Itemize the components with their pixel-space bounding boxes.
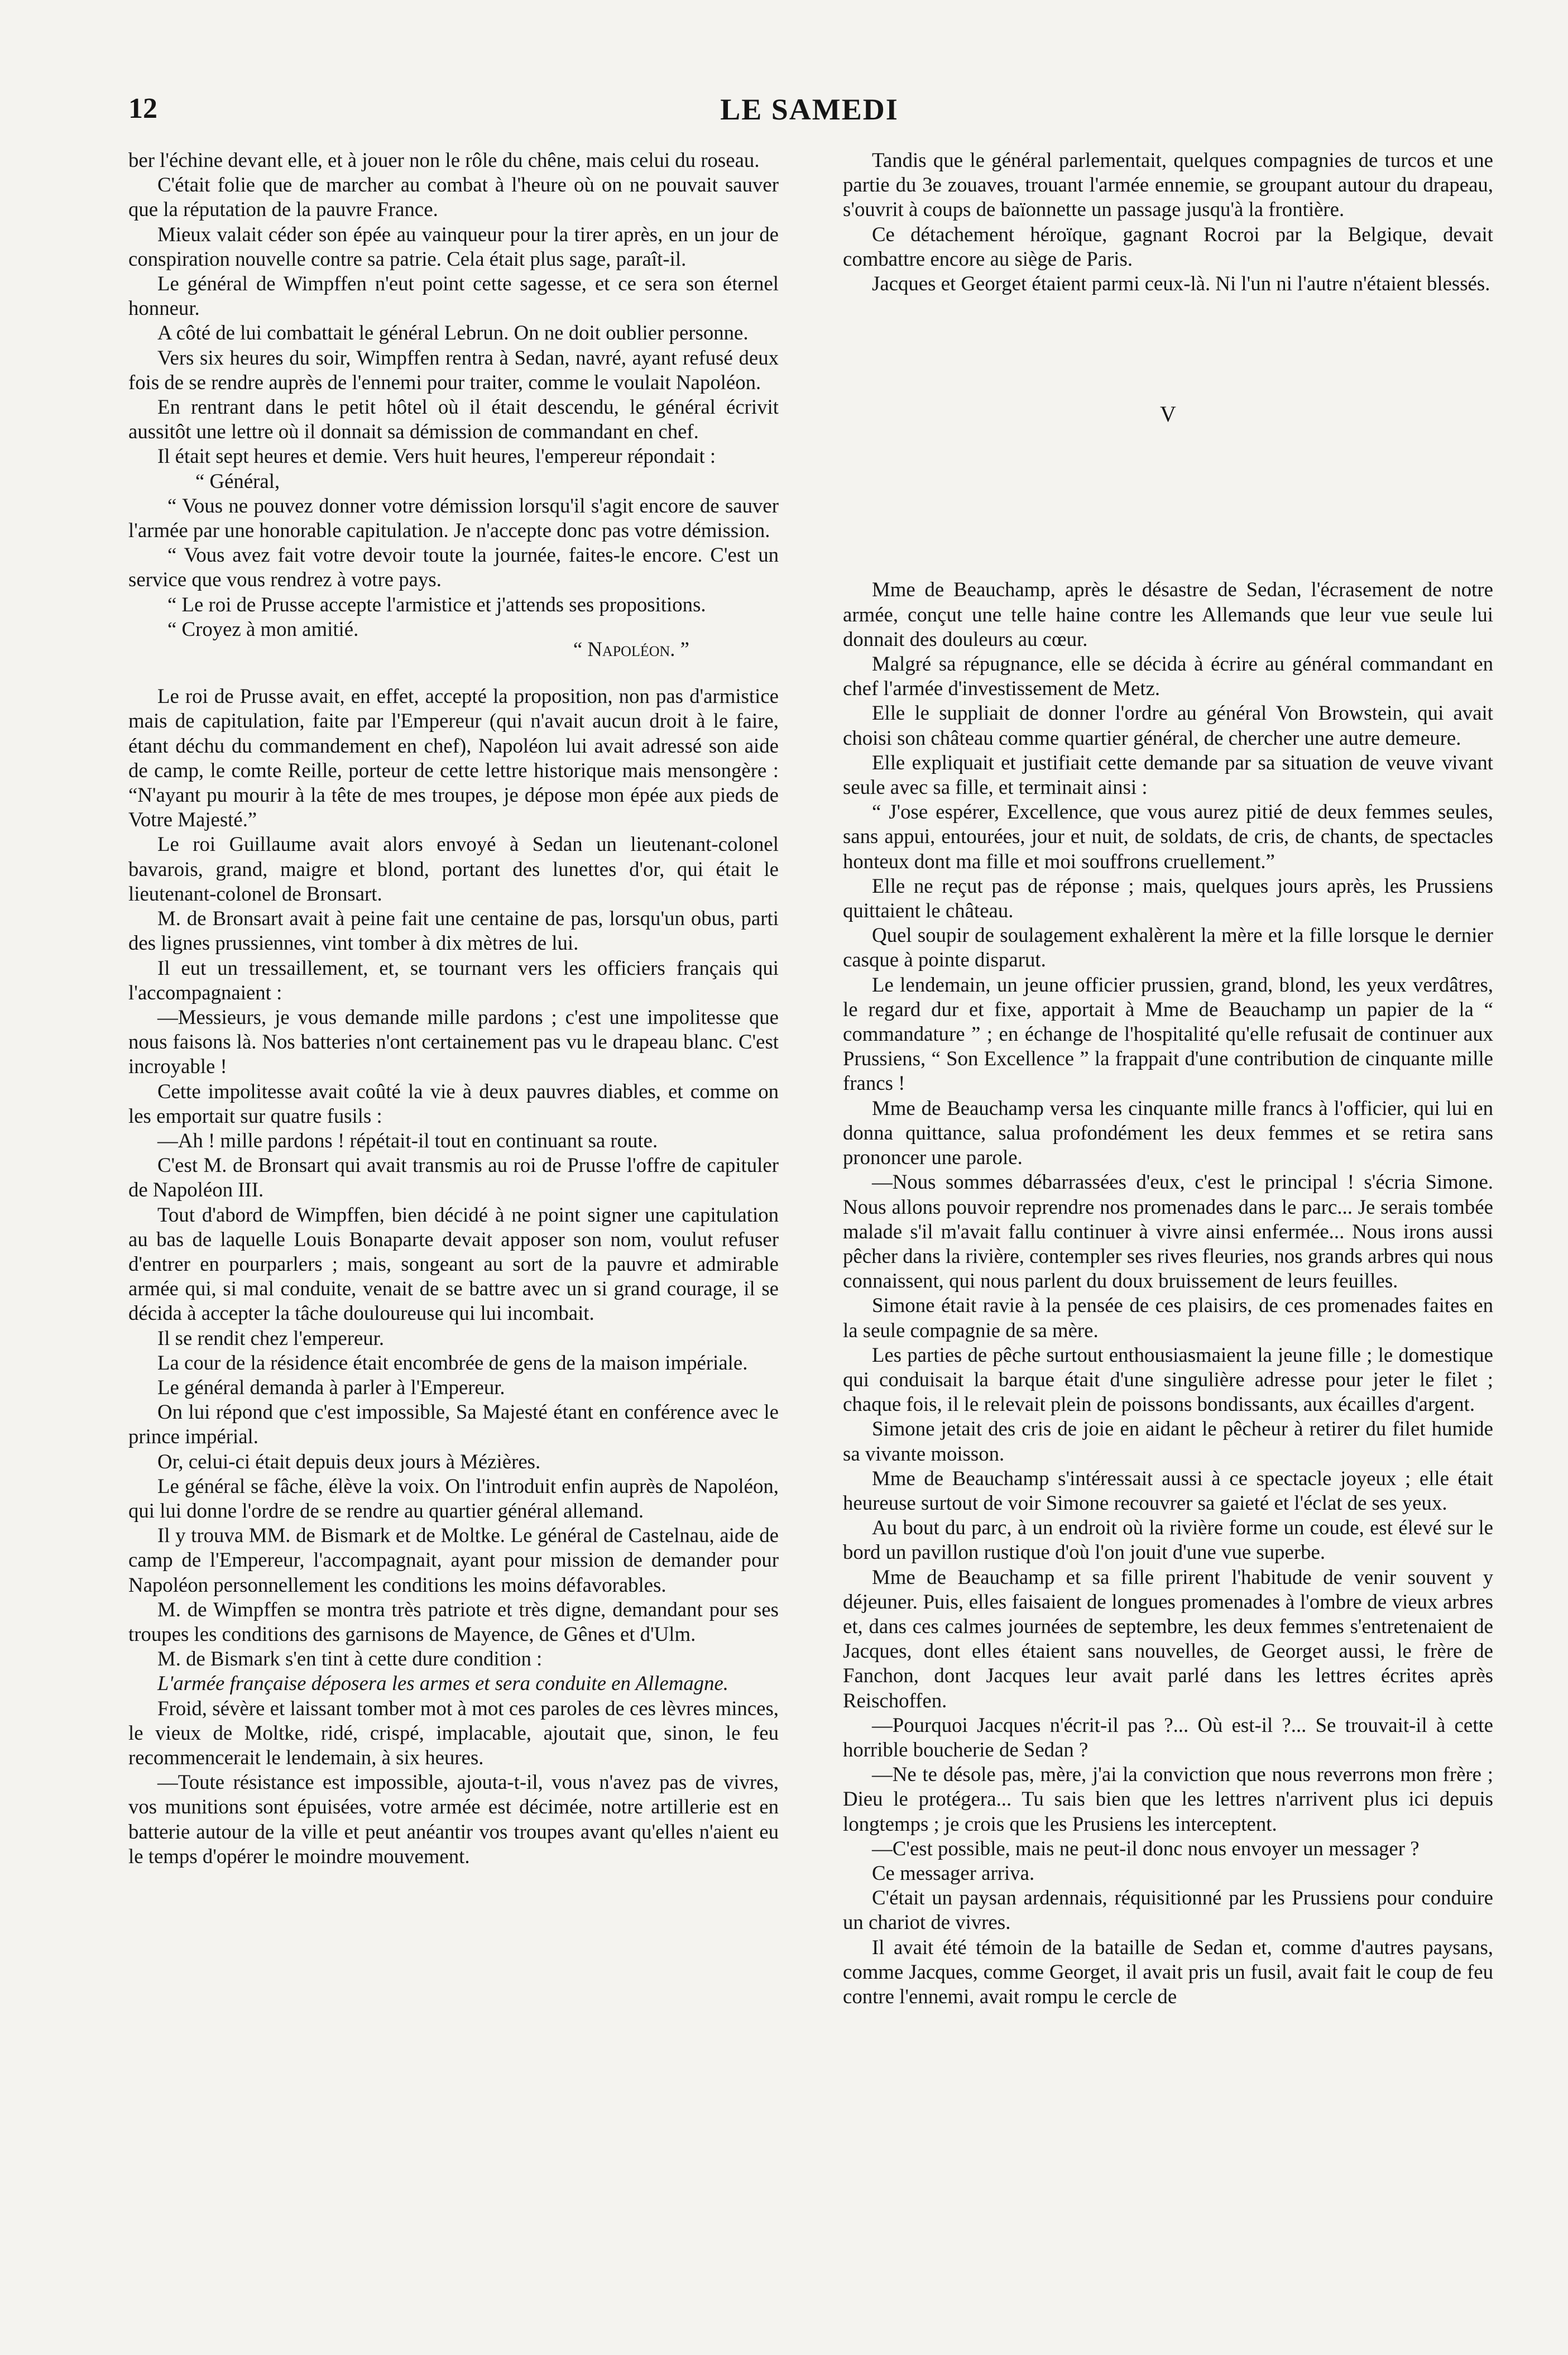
paragraph: C'était un paysan ardennais, réquisitionné par les Prussiens pour conduire un chariot de vivres. [843, 1886, 1493, 1934]
paragraph: C'est M. de Bronsart qui avait transmis au roi de Prusse l'offre de capituler de Napoléon III. [128, 1153, 779, 1202]
paragraph: La cour de la résidence était encombrée de gens de la maison impériale. [157, 1351, 748, 1374]
paragraph: M. de Bismark s'en tint à cette dure condition : [157, 1647, 543, 1670]
paragraph: —Nous sommes débarrassées d'eux, c'est le principal ! s'écria Simone. Nous allons pouvoir reprendre nos promenades dans le parc... Je serais tombée malade s'il m'avait fallu continuer à vivre ainsi enfermée... Nous irons aussi pêcher dans la rivière, contempler ses rives fleuries, nos grands arbres qui nous connaissent, qui nous parlent du doux bruissement de leurs feuilles. [843, 1170, 1493, 1293]
paragraph: Elle expliquait et justifiait cette demande par sa situation de veuve vivant seule avec sa fille, et terminait ainsi : [843, 750, 1493, 799]
paragraph: Malgré sa répugnance, elle se décida à écrire au général commandant en chef l'armée d'investissement de Metz. [843, 652, 1493, 700]
paragraph: Le roi de Prusse avait, en effet, accepté la proposition, non pas d'armistice mais de capitulation, faite par l'Empereur (qui n'avait aucun droit à le faire, étant déchu du commandement en chef), Napoléon lui avait adressé son aide de camp, le comte Reille, porteur de cette lettre historique mais mensongère : “N'ayant pu mourir à la tête de mes troupes, je dépose mon épée aux pieds de Votre Majesté.” [128, 685, 779, 831]
letter-line: “ Le roi de Prusse accepte l'armistice et j'attends ses propositions. [167, 592, 706, 616]
paragraph: Le général de Wimpffen n'eut point cette sagesse, et ce sera son éternel honneur. [128, 272, 779, 320]
paragraph: Le général demanda à parler à l'Empereur. [157, 1375, 505, 1399]
paragraph: On lui répond que c'est impossible, Sa Majesté étant en conférence avec le prince impérial. [128, 1400, 779, 1448]
paragraph: Tout d'abord de Wimpffen, bien décidé à ne point signer une capitulation au bas de laquelle Louis Bonaparte devait apposer son nom, voulut refuser d'entrer en pourparlers ; mais, songeant au sort de la pauvre et admirable armée qui, si mal conduite, venait de se battre avec un si grand courage, il se décida à accepter la tâche douloureuse qui lui incombait. [128, 1203, 779, 1325]
paragraph: En rentrant dans le petit hôtel où il était descendu, le général écrivit aussitôt une lettre où il donnait sa démission de commandant en chef. [128, 395, 779, 443]
emperor-letter [128, 469, 779, 662]
paragraph: —C'est possible, mais ne peut-il donc nous envoyer un messager ? [872, 1836, 1420, 1860]
letter-line: “ Croyez à mon amitié. [167, 617, 359, 640]
spacer [128, 662, 779, 684]
paragraph: —Messieurs, je vous demande mille pardons ; c'est une impolitesse que nous faisons là. Nos batteries n'ont certainement pas vu le drapeau blanc. C'est incroyable ! [128, 1005, 779, 1078]
letter-signature: “ Napoléon. ” [573, 638, 689, 661]
paragraph: Mme de Beauchamp, après le désastre de Sedan, l'écrasement de notre armée, conçut une telle haine contre les Allemands que leur vue seule lui donnait des douleurs au cœur. [843, 578, 1493, 650]
paragraph: Elle le suppliait de donner l'ordre au général Von Browstein, qui avait choisi son château comme quartier général, de chercher une autre demeure. [843, 701, 1493, 749]
paragraph: —Ne te désole pas, mère, j'ai la conviction que nous reverrons mon frère ; Dieu le protégera... Tu sais bien que les lettres n'arrivent plus ici depuis longtemps ; je crois que les Prusiens les interceptent. [843, 1763, 1493, 1835]
page-header [128, 92, 1490, 137]
paragraph: Ce détachement héroïque, gagnant Rocroi par la Belgique, devait combattre encore au siège de Paris. [843, 222, 1493, 270]
paragraph: Tandis que le général parlementait, quelques compagnies de turcos et une partie du 3e zouaves, trouant l'armée ennemie, se groupant autour du drapeau, s'ouvrit à coups de baïonnette un passage jusqu'à la frontière. [843, 149, 1493, 221]
paragraph: Simone était ravie à la pensée de ces plaisirs, de ces promenades faites en la seule compagnie de sa mère. [843, 1294, 1493, 1342]
paragraph: “ J'ose espérer, Excellence, que vous aurez pitié de deux femmes seules, sans appui, entourées, jour et nuit, de soldats, de cris, de chants, de spectacles honteux dont ma fille et moi souffrons cruellement.” [843, 800, 1493, 873]
paragraph: Cette impolitesse avait coûté la vie à deux pauvres diables, et comme on les emportait sur quatre fusils : [128, 1079, 779, 1127]
paragraph: ber l'échine devant elle, et à jouer non le rôle du chêne, mais celui du roseau. [128, 149, 760, 171]
letter-salutation: “ Général, [195, 469, 280, 492]
left-column [128, 148, 779, 1869]
paragraph: Il y trouva MM. de Bismark et de Moltke. Le général de Castelnau, aide de camp de l'Empereur, l'accompagnait, ayant pour mission de demander pour Napoléon personnellement les conditions les moins défavorables. [128, 1524, 779, 1596]
paragraph: Mieux valait céder son épée au vainqueur pour la tirer après, en un jour de conspiration nouvelle contre sa patrie. Cela était plus sage, paraît-il. [128, 222, 779, 270]
paragraph: Simone jetait des cris de joie en aidant le pêcheur à retirer du filet humide sa vivante moisson. [843, 1417, 1493, 1465]
paragraph: Le général se fâche, élève la voix. On l'introduit enfin auprès de Napoléon, qui lui donne l'ordre de se rendre au quartier général allemand. [128, 1474, 779, 1522]
paragraph: Le roi Guillaume avait alors envoyé à Sedan un lieutenant-colonel bavarois, grand, maigre et blond, portant des lunettes d'or, qui était le lieutenant-colonel de Bronsart. [128, 832, 779, 905]
paragraph-italic: L'armée française déposera les armes et sera conduite en Allemagne. [157, 1672, 729, 1695]
page-number: 12 [128, 93, 157, 125]
paragraph: Vers six heures du soir, Wimpffen rentra à Sedan, navré, ayant refusé deux fois de se rendre auprès de l'ennemi pour traiter, comme le voulait Napoléon. [128, 346, 779, 394]
paragraph: A côté de lui combattait le général Lebrun. On ne doit oublier personne. [157, 321, 749, 344]
paragraph: Jacques et Georget étaient parmi ceux-là. Ni l'un ni l'autre n'étaient blessés. [872, 272, 1490, 295]
paragraph: —Ah ! mille pardons ! répétait-il tout en continuant sa route. [157, 1128, 658, 1152]
right-column [843, 148, 1493, 2009]
paragraph: Le lendemain, un jeune officier prussien, grand, blond, les yeux verdâtres, le regard dur et fixe, apportait à Mme de Beauchamp un papier de la “ commandature ” ; en échange de l'hospitalité qu'elle refusait de continuer aux Prussiens, “ Son Excellence ” la frappait d'une contribution de cinquante mille francs ! [843, 973, 1493, 1095]
paragraph: Quel soupir de soulagement exhalèrent la mère et la fille lorsque le dernier casque à pointe disparut. [843, 923, 1493, 971]
paragraph: —Toute résistance est impossible, ajouta-t-il, vous n'avez pas de vivres, vos munitions sont épuisées, votre armée est décimée, notre artillerie est en batterie autour de la ville et peut anéantir vos troupes avant qu'elles n'aient eu le temps d'opérer le moindre mouvement. [128, 1770, 779, 1868]
paragraph: Mme de Beauchamp s'intéressait aussi à ce spectacle joyeux ; elle était heureuse surtout de voir Simone recouvrer sa gaieté et l'éclat de ses yeux. [843, 1466, 1493, 1514]
paragraph: Or, celui-ci était depuis deux jours à Mézières. [157, 1449, 541, 1473]
chapter-heading: V [1160, 401, 1176, 427]
paragraph: Il était sept heures et demie. Vers huit heures, l'empereur répondait : [157, 444, 716, 468]
letter-line: “ Vous ne pouvez donner votre démission lorsqu'il s'agit encore de sauver l'armée par une honorable capitulation. Je n'accepte donc pas votre démission. [128, 494, 779, 542]
journal-title: LE SAMEDI [720, 93, 899, 126]
paragraph: Il eut un tressaillement, et, se tournant vers les officiers français qui l'accompagnaient : [128, 956, 779, 1004]
paragraph: M. de Bronsart avait à peine fait une centaine de pas, lorsqu'un obus, parti des lignes prussiennes, vint tomber à dix mètres de lui. [128, 907, 779, 955]
letter-line: “ Vous avez fait votre devoir toute la journée, faites-le encore. C'est un service que vous rendrez à votre pays. [128, 543, 779, 591]
paragraph: Au bout du parc, à un endroit où la rivière forme un coude, est élevé sur le bord un pavillon rustique d'où l'on jouit d'une vue superbe. [843, 1516, 1493, 1564]
paragraph: Il se rendit chez l'empereur. [157, 1326, 385, 1349]
paragraph: Mme de Beauchamp versa les cinquante mille francs à l'officier, qui lui en donna quittance, salua profondément les deux femmes et se retira sans prononcer une parole. [843, 1096, 1493, 1169]
paragraph: M. de Wimpffen se montra très patriote et très digne, demandant pour ses troupes les conditions des garnisons de Mayence, de Gênes et d'Ulm. [128, 1597, 779, 1645]
paragraph: Mme de Beauchamp et sa fille prirent l'habitude de venir souvent y déjeuner. Puis, elles faisaient de longues promenades à l'ombre de vieux arbres et, dans ces calmes journées de septembre, les deux femmes s'entretenaient de Jacques, dont elles étaient sans nouvelles, de Georget aussi, le frère de Fanchon, dont Jacques leur avait parlé dans les lettres écrites après Reischoffen. [843, 1565, 1493, 1712]
paragraph: C'était folie que de marcher au combat à l'heure où on ne pouvait sauver que la réputation de la pauvre France. [128, 173, 779, 221]
paragraph: Froid, sévère et laissant tomber mot à mot ces paroles de ces lèvres minces, le vieux de Moltke, ridé, crispé, implacable, ajoutait que, sinon, le feu recommencerait le lendemain, à six heures. [128, 1696, 779, 1769]
paragraph: Il avait été témoin de la bataille de Sedan et, comme d'autres paysans, comme Jacques, comme Georget, il avait pris un fusil, avait fait le coup de feu contre l'ennemi, avait rompu le cercle de [843, 1935, 1493, 2008]
paragraph: Elle ne reçut pas de réponse ; mais, quelques jours après, les Prussiens quittaient le château. [843, 874, 1493, 922]
paragraph: Les parties de pêche surtout enthousiasmaient la jeune fille ; le domestique qui conduisait la barque était d'une singulière adresse pour jeter le filet ; chaque fois, il le relevait plein de poissons bondissants, aux écailles d'argent. [843, 1343, 1493, 1416]
paragraph: Ce messager arriva. [872, 1861, 1035, 1884]
paragraph: —Pourquoi Jacques n'écrit-il pas ?... Où est-il ?... Se trouvait-il à cette horrible boucherie de Sedan ? [843, 1713, 1493, 1761]
